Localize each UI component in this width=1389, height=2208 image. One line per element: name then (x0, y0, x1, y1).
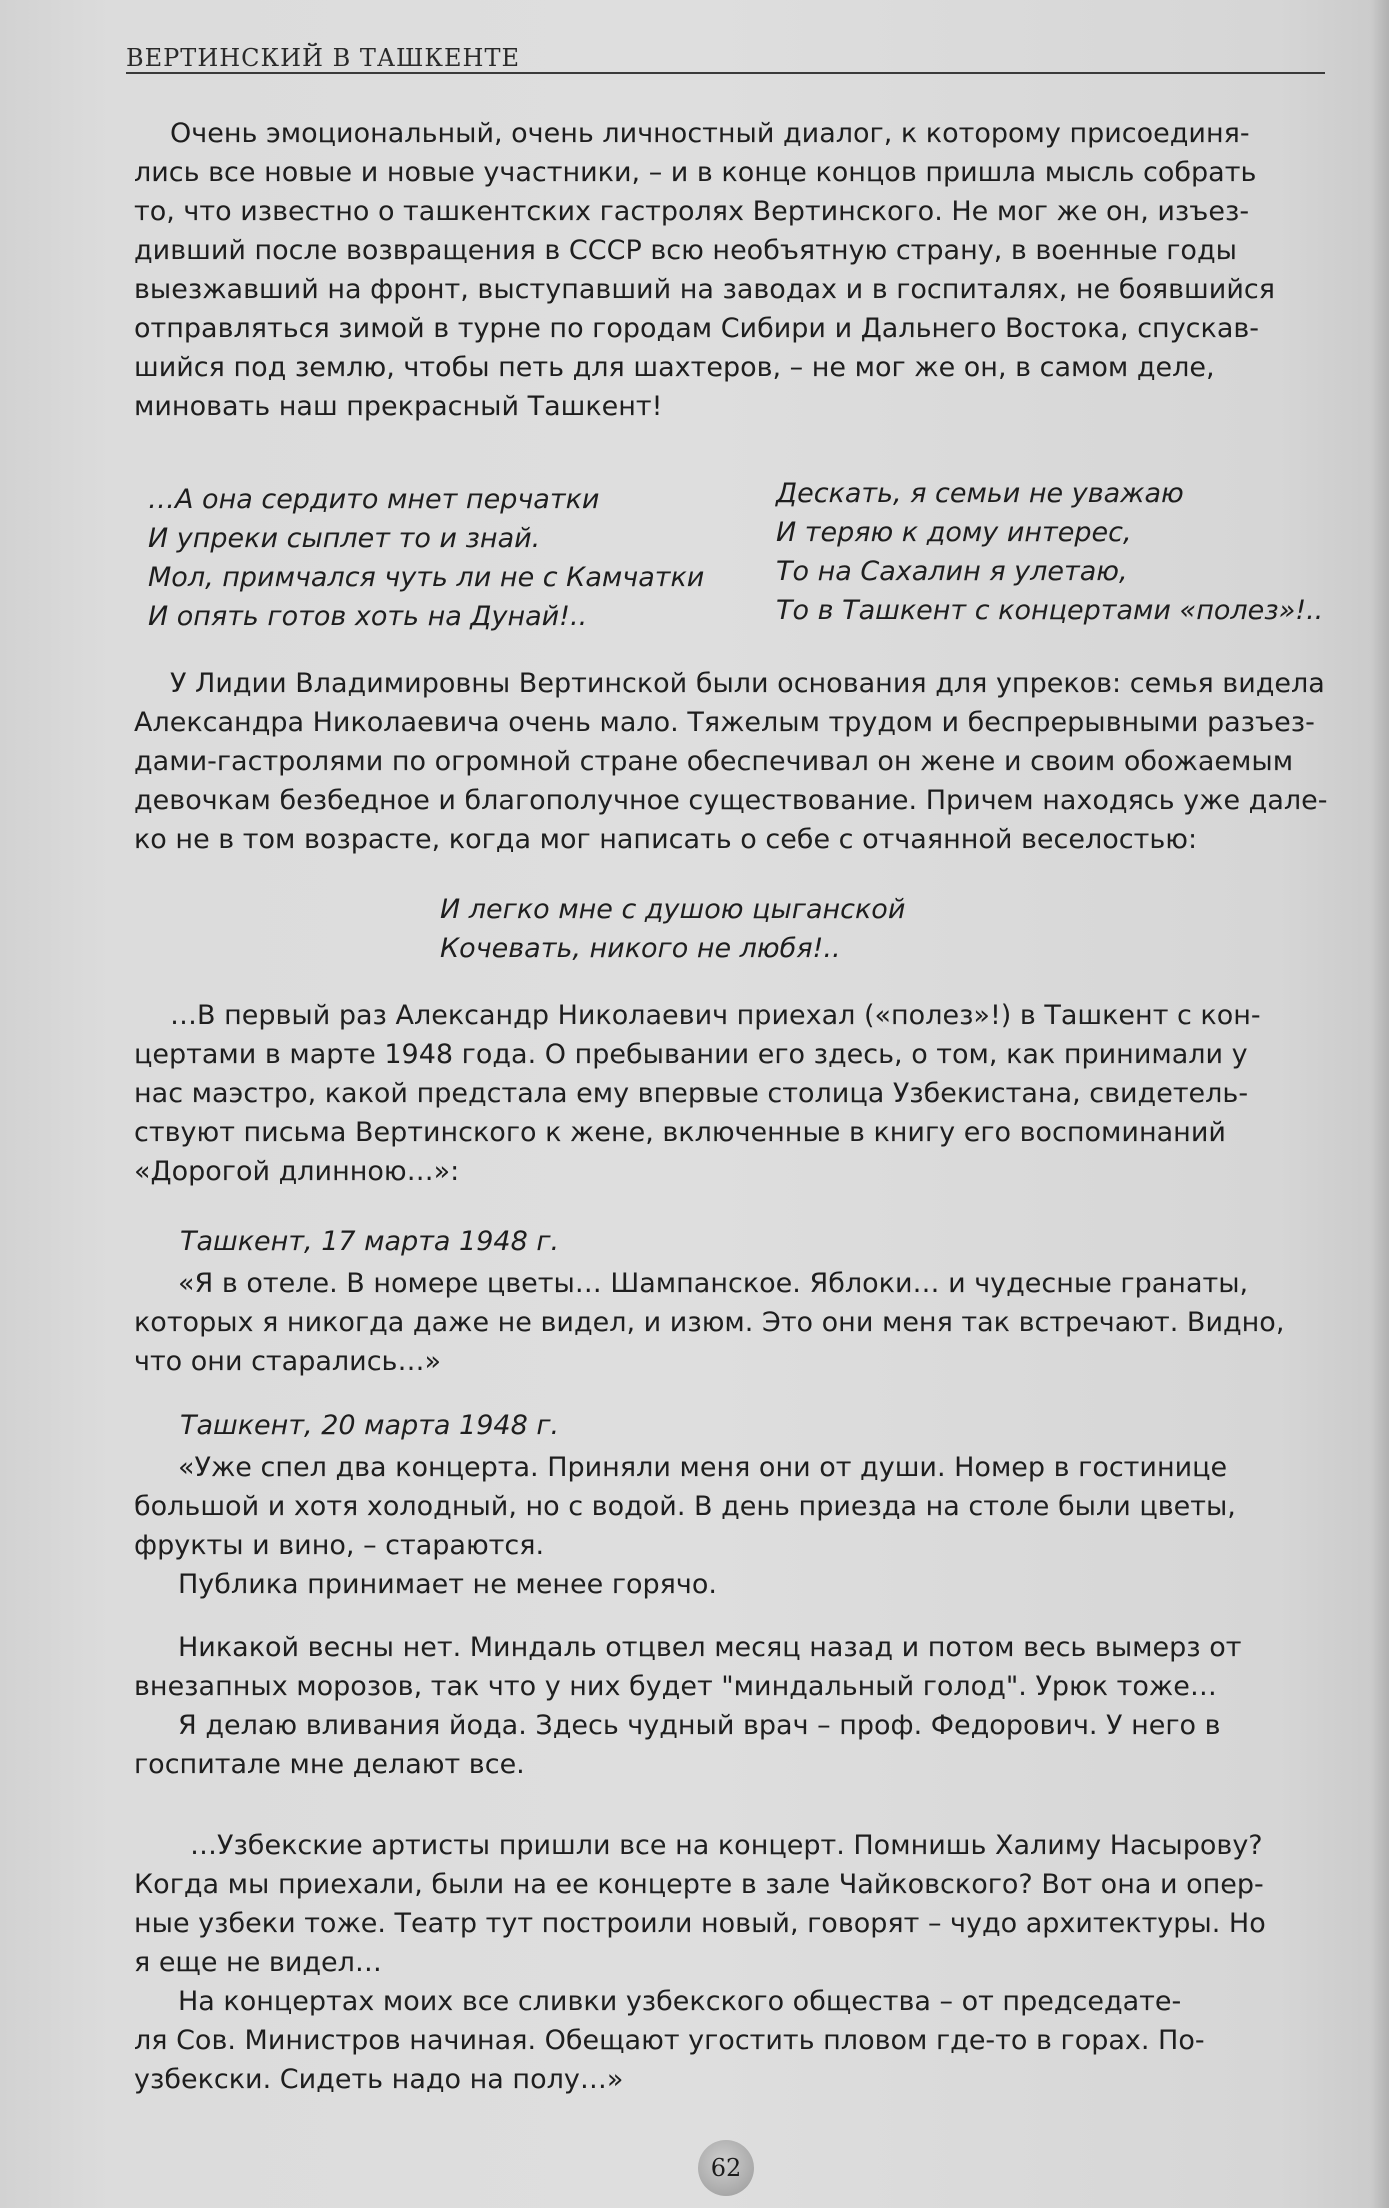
text-line: «Я в отеле. В номере цветы… Шампанское. Яблоки… и чудесные гранаты, (178, 1268, 1249, 1299)
text-line: «Уже спел два концерта. Приняли меня они от души. Номер в гостинице (178, 1452, 1228, 1483)
verse-line: И теряю к дому интерес, (776, 517, 1132, 548)
verse-line: Мол, примчался чуть ли не с Камчатки (148, 562, 705, 593)
page-number: 62 (698, 2140, 754, 2196)
verse-line: То на Сахалин я улетаю, (776, 556, 1128, 587)
text-line: лись все новые и новые участники, – и в конце концов пришла мысль собрать (134, 157, 1257, 188)
text-line: …Узбекские артисты пришли все на концерт. Помнишь Халиму Насырову? (190, 1830, 1263, 1861)
text-line: У Лидии Владимировны Вертинской были основания для упреков: семья видела (170, 668, 1325, 699)
text-line: отправляться зимой в турне по городам Сибири и Дальнего Востока, спускав- (134, 313, 1260, 344)
text-line: я еще не видел… (134, 1947, 382, 1978)
text-line: внезапных морозов, так что у них будет "миндальный голод". Урюк тоже… (134, 1671, 1217, 1702)
verse-left-column (148, 480, 704, 636)
text-line: которых я никогда даже не видел, и изюм. Это они меня так встречают. Видно, (134, 1307, 1285, 1338)
text-line: нас маэстро, какой предстала ему впервые столица Узбекистана, свидетель- (134, 1078, 1249, 1109)
text-line: Очень эмоциональный, очень личностный диалог, к которому присоединя- (170, 118, 1250, 149)
text-line: узбекски. Сидеть надо на полу…» (134, 2064, 624, 2095)
letter-second-artists (134, 1826, 1332, 2099)
text-line: ко не в том возрасте, когда мог написать о себе с отчаянной веселостью: (134, 824, 1198, 855)
text-line: Я делаю вливания йода. Здесь чудный врач – проф. Федорович. У него в (178, 1710, 1221, 1741)
verse-line: …А она сердито мнет перчатки (148, 484, 600, 515)
text-line: На концертах моих все сливки узбекского общества – от председате- (178, 1986, 1182, 2017)
text-line: госпитале мне делают все. (134, 1749, 525, 1780)
letter-second (134, 1448, 1332, 1604)
letter-second-spring (134, 1628, 1332, 1784)
paragraph-intro (134, 114, 1332, 426)
text-line: выезжавший на фронт, выступавший на заводах и в госпиталях, не боявшийся (134, 274, 1275, 305)
text-line: большой и хотя холодный, но с водой. В день приезда на столе были цветы, (134, 1491, 1236, 1522)
text-line: что они старались…» (134, 1346, 441, 1377)
verse-line: И легко мне с душою цыганской (440, 894, 906, 925)
text-line: Александра Николаевича очень мало. Тяжелым трудом и беспрерывными разъез- (134, 707, 1315, 738)
verse-line: Кочевать, никого не любя!.. (440, 933, 841, 964)
text-line: дами-гастролями по огромной стране обеспечивал он жене и своим обожаемым (134, 746, 1294, 777)
text-line: ля Сов. Министров начиная. Обещают угостить пловом где-то в горах. По- (134, 2025, 1205, 2056)
letter-date: Ташкент, 20 марта 1948 г. (180, 1410, 560, 1441)
text-line: шийся под землю, чтобы петь для шахтеров, – не мог же он, в самом деле, (134, 352, 1215, 383)
verse-line: Дескать, я семьи не уважаю (776, 478, 1184, 509)
verse-line: То в Ташкент с концертами «полез»!.. (776, 595, 1324, 626)
header-rule (126, 72, 1325, 74)
text-line: «Дорогой длинною…»: (134, 1156, 460, 1187)
verse-line: И упреки сыплет то и знай. (148, 523, 541, 554)
letter-date: Ташкент, 17 марта 1948 г. (180, 1226, 560, 1257)
text-line: ные узбеки тоже. Театр тут построили новый, говорят – чудо архитектуры. Но (134, 1908, 1266, 1939)
text-line: Публика принимает не менее горячо. (178, 1569, 717, 1600)
verse-line: И опять готов хоть на Дунай!.. (148, 601, 588, 632)
text-line: ствуют письма Вертинского к жене, включенные в книгу его воспоминаний (134, 1117, 1226, 1148)
paragraph-first-visit (134, 996, 1332, 1191)
text-line: Никакой весны нет. Миндаль отцвел месяц назад и потом весь вымерз от (178, 1632, 1242, 1663)
letter-first (134, 1264, 1332, 1381)
verse-right-column (776, 474, 1323, 630)
text-line: цертами в марте 1948 года. О пребывании его здесь, о том, как принимали у (134, 1039, 1248, 1070)
verse-gypsy (440, 890, 905, 968)
text-line: девочкам безбедное и благополучное существование. Причем находясь уже дале- (134, 785, 1328, 816)
text-line: …В первый раз Александр Николаевич приехал («полез»!) в Ташкент с кон- (170, 1000, 1261, 1031)
text-line: миновать наш прекрасный Ташкент! (134, 391, 663, 422)
text-line: то, что известно о ташкентских гастролях Вертинского. Не мог же он, изъез- (134, 196, 1250, 227)
running-title: ВЕРТИНСКИЙ В ТАШКЕНТЕ (126, 44, 520, 72)
text-line: Когда мы приехали, были на ее концерте в зале Чайковского? Вот она и опер- (134, 1869, 1264, 1900)
paragraph-reproaches (134, 664, 1332, 859)
text-line: фрукты и вино, – стараются. (134, 1530, 545, 1561)
text-line: дивший после возвращения в СССР всю необъятную страну, в военные годы (134, 235, 1237, 266)
